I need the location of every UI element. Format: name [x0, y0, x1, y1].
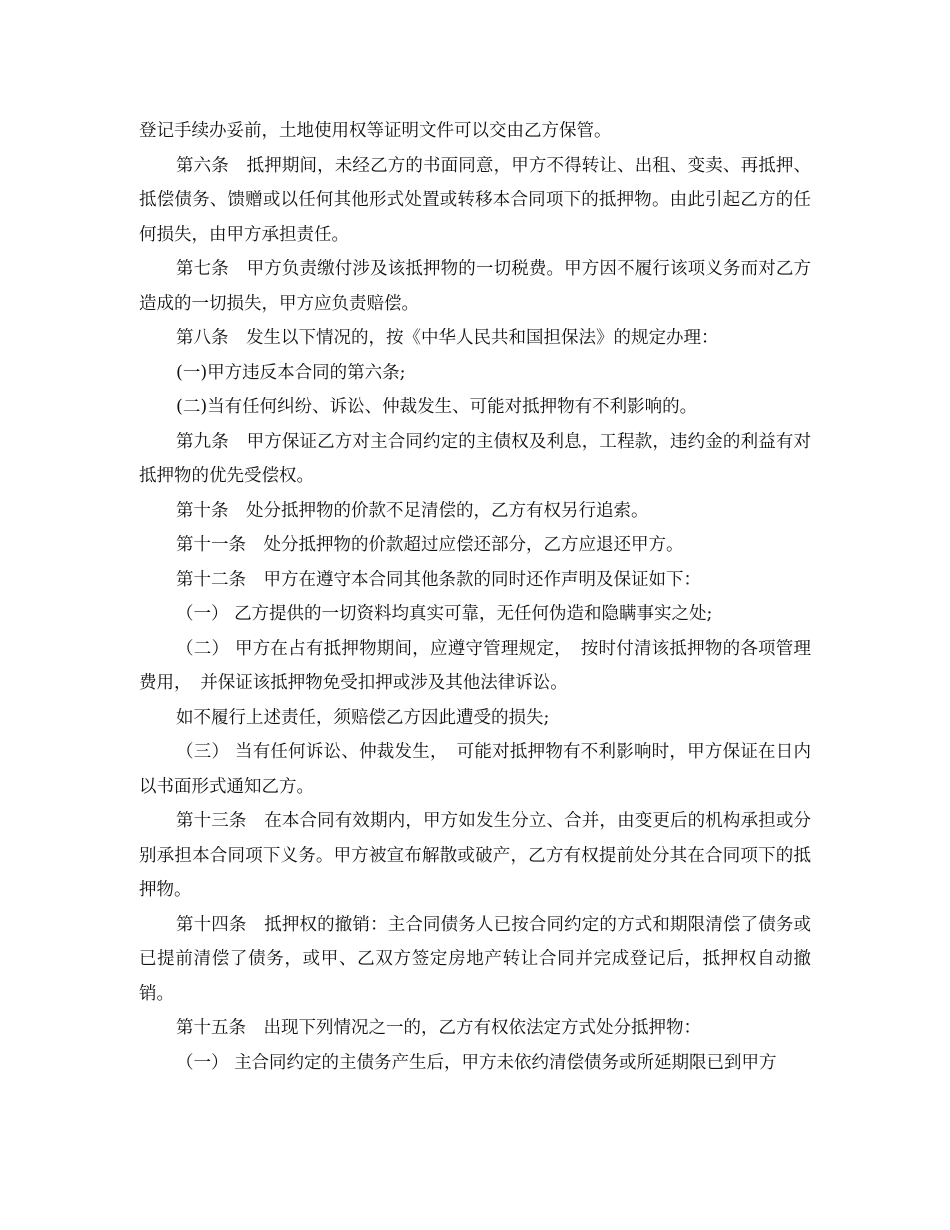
clause-12-note: 如不履行上述责任，须赔偿乙方因此遭受的损失;	[176, 707, 550, 728]
clause-8: 第八条 发生以下情况的，按《中华人民共和国担保法》的规定办理：	[176, 328, 719, 348]
clause-12-item-1: （一） 乙方提供的一切资料均真实可靠，无任何伪造和隐瞒事实之处;	[176, 604, 713, 624]
paragraph-continuation: 登记手续办妥前，土地使用权等证明文件可以交由乙方保管。	[139, 121, 612, 141]
clause-9: 第九条 甲方保证乙方对主合同约定的主债权及利息，工程款，违约金的利益有对抵押物的优先受偿权。	[139, 431, 811, 486]
clause-12: 第十二条 甲方在遵守本合同其他条款的同时还作声明及保证如下：	[176, 569, 701, 590]
clause-10: 第十条 处分抵押物的价款不足清偿的，乙方有权另行追索。	[176, 500, 649, 521]
clause-7: 第七条 甲方负责缴付涉及该抵押物的一切税费。甲方因不履行该项义务而对乙方造成的一切损失，甲方应负责赔偿。	[139, 259, 811, 314]
clause-14: 第十四条 抵押权的撤销：主合同债务人已按合同约定的方式和期限清偿了债务或已提前清偿了债务，或甲、乙双方签定房地产转让合同并完成登记后，抵押权自动撤销。	[139, 914, 811, 1004]
clause-8-item-2: (二)当有任何纠纷、诉讼、仲裁发生、可能对抵押物有不利影响的。	[176, 397, 698, 417]
clause-11: 第十一条 处分抵押物的价款超过应偿还部分，乙方应退还甲方。	[176, 535, 684, 555]
clause-12-item-2: （二） 甲方在占有抵押物期间，应遵守管理规定， 按时付清该抵押物的各项管理费用， 并保证该抵押物免受扣押或涉及其他法律诉讼。	[139, 638, 811, 693]
clause-15-item-1: （一） 主合同约定的主债务产生后，甲方未依约清偿债务或所延期限已到甲方	[176, 1052, 777, 1073]
clause-13: 第十三条 在本合同有效期内，甲方如发生分立、合并，由变更后的机构承担或分别承担本合同项下义务。甲方被宣布解散或破产，乙方有权提前处分其在合同项下的抵押物。	[139, 811, 811, 900]
clause-12-item-3: （三） 当有任何诉讼、仲裁发生， 可能对抵押物有不利影响时，甲方保证在日内以书面形式通知乙方。	[139, 742, 811, 797]
document-body	[139, 114, 811, 1080]
clause-15: 第十五条 出现下列情况之一的，乙方有权依法定方式处分抵押物：	[176, 1018, 701, 1038]
clause-6: 第六条 抵押期间，未经乙方的书面同意，甲方不得转让、出租、变卖、再抵押、抵偿债务、馈赠或以任何其他形式处置或转移本合同项下的抵押物。由此引起乙方的任何损失，由甲方承担责任。	[139, 155, 811, 245]
clause-8-item-1: (一)甲方违反本合同的第六条;	[176, 362, 406, 383]
